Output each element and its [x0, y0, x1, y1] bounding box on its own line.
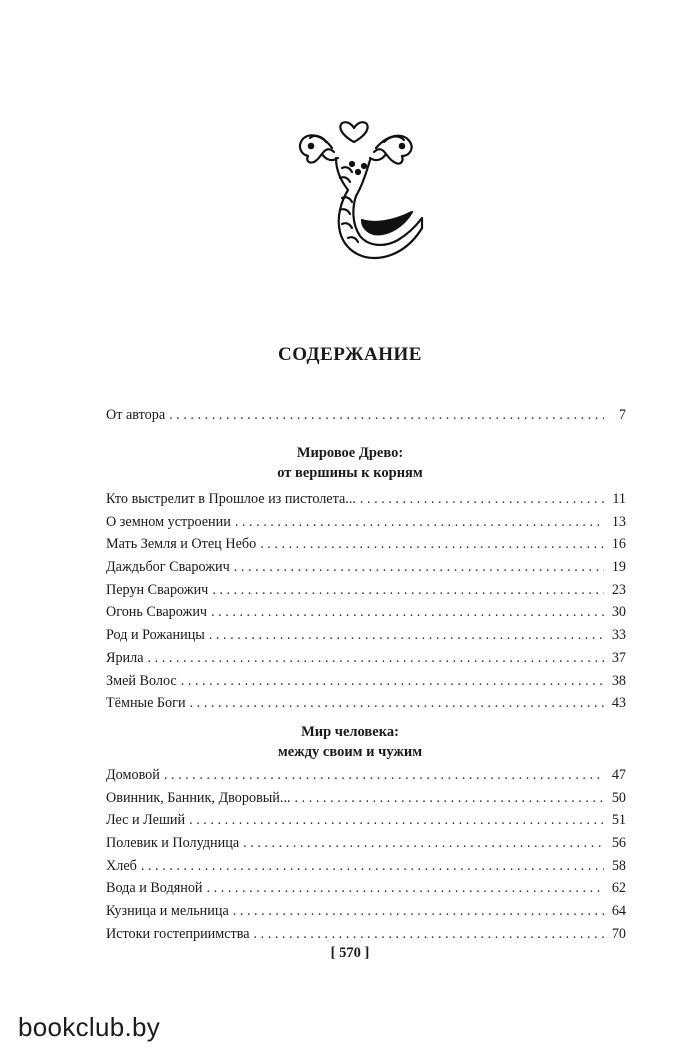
toc-entry[interactable]: [106, 404, 626, 427]
leader-dots: [211, 601, 604, 624]
toc-entry-label: Полевик и Полудница: [106, 835, 240, 852]
toc-entry[interactable]: [106, 764, 626, 787]
toc-entry-label: Лес и Леший: [106, 812, 186, 829]
toc-entry-page: 43: [611, 695, 626, 712]
toc-entry-page: 37: [611, 649, 626, 666]
toc-entry-page: 7: [618, 407, 626, 423]
leader-dots: [234, 556, 604, 579]
toc-intro: [106, 404, 626, 427]
toc-entry-page: 13: [611, 513, 626, 530]
toc-entry-label: Даждьбог Сварожич: [106, 559, 230, 576]
leader-dots: [212, 579, 604, 602]
page-title: СОДЕРЖАНИЕ: [278, 344, 422, 365]
leader-dots: [295, 787, 604, 810]
leader-dots: [207, 877, 604, 900]
leader-dots: [209, 624, 604, 647]
leader-dots: [189, 809, 604, 832]
toc-section-2: [106, 764, 626, 946]
section-heading-1: [0, 443, 700, 483]
toc-entry-label: Ярила: [106, 649, 144, 666]
toc-entry[interactable]: [106, 511, 626, 534]
toc-entry-page: 38: [611, 672, 626, 689]
leader-dots: [254, 923, 604, 946]
section-heading-line: Мировое Древо:: [296, 445, 404, 461]
toc-entry-label: От автора: [106, 407, 166, 423]
toc-entry-label: Перун Сварожич: [106, 581, 209, 598]
toc-entry[interactable]: [106, 533, 626, 556]
toc-entry[interactable]: [106, 647, 626, 670]
leader-dots: [235, 511, 604, 534]
toc-entry-page: 62: [611, 880, 626, 897]
leader-dots: [141, 855, 604, 878]
toc-entry[interactable]: [106, 809, 626, 832]
toc-entry-page: 23: [611, 581, 626, 598]
toc-section-1: [106, 488, 626, 715]
page-number: [ 570 ]: [330, 945, 370, 961]
toc-entry-page: 16: [611, 536, 626, 553]
section-heading-2: [0, 722, 700, 762]
toc-entry[interactable]: [106, 488, 626, 511]
toc-entry-label: Мать Земля и Отец Небо: [106, 536, 257, 553]
toc-entry-label: Вода и Водяной: [106, 880, 203, 897]
toc-entry-label: Кто выстрелит в Прошлое из пистолета...: [106, 491, 356, 507]
toc-entry[interactable]: [106, 579, 626, 602]
toc-entry-label: Кузница и мельница: [106, 903, 229, 920]
toc-entry-page: 33: [611, 627, 626, 644]
toc-entry-label: Огонь Сварожич: [106, 604, 208, 621]
toc-entry-page: 51: [611, 812, 626, 829]
toc-entry-label: Род и Рожаницы: [106, 627, 205, 644]
toc-entry-label: Тёмные Боги: [106, 695, 186, 712]
leader-dots: [243, 832, 604, 855]
leader-dots: [164, 764, 604, 787]
toc-entry[interactable]: [106, 601, 626, 624]
toc-entry[interactable]: [106, 787, 626, 810]
toc-entry-label: Овинник, Банник, Дворовый...: [106, 789, 291, 806]
toc-entry-page: 56: [611, 835, 626, 852]
toc-entry[interactable]: [106, 692, 626, 715]
leader-dots: [181, 670, 604, 693]
toc-entry[interactable]: [106, 923, 626, 946]
toc-entry[interactable]: [106, 670, 626, 693]
toc-entry-page: 64: [611, 903, 626, 920]
leader-dots: [190, 692, 604, 715]
leader-dots: [233, 900, 604, 923]
toc-entry[interactable]: [106, 624, 626, 647]
toc-entry[interactable]: [106, 832, 626, 855]
toc-entry[interactable]: [106, 556, 626, 579]
toc-entry-label: Истоки гостеприимства: [106, 925, 250, 942]
toc-entry-page: 19: [611, 559, 626, 576]
toc-entry-label: О земном устроении: [106, 513, 231, 530]
toc-entry-label: Хлеб: [106, 857, 137, 874]
section-heading-line: Мир человека:: [301, 724, 399, 740]
section-heading-line: между своим и чужим: [277, 744, 423, 760]
toc-entry-page: 47: [611, 767, 626, 783]
toc-entry-label: Домовой: [106, 767, 160, 783]
toc-entry-page: 11: [612, 491, 626, 507]
leader-dots: [360, 488, 604, 511]
toc-entry-page: 50: [611, 789, 626, 806]
horse-boat-ornament-icon: [292, 108, 430, 263]
watermark: bookclub.by: [18, 1012, 161, 1042]
toc-entry[interactable]: [106, 900, 626, 923]
leader-dots: [260, 533, 604, 556]
toc-entry-page: 70: [611, 925, 626, 942]
toc-entry-label: Змей Волос: [106, 672, 177, 689]
toc-entry[interactable]: [106, 855, 626, 878]
section-heading-line: от вершины к корням: [277, 465, 423, 481]
toc-entry[interactable]: [106, 877, 626, 900]
toc-entry-page: 58: [611, 857, 626, 874]
leader-dots: [148, 647, 604, 670]
leader-dots: [169, 404, 604, 427]
toc-entry-page: 30: [611, 604, 626, 621]
